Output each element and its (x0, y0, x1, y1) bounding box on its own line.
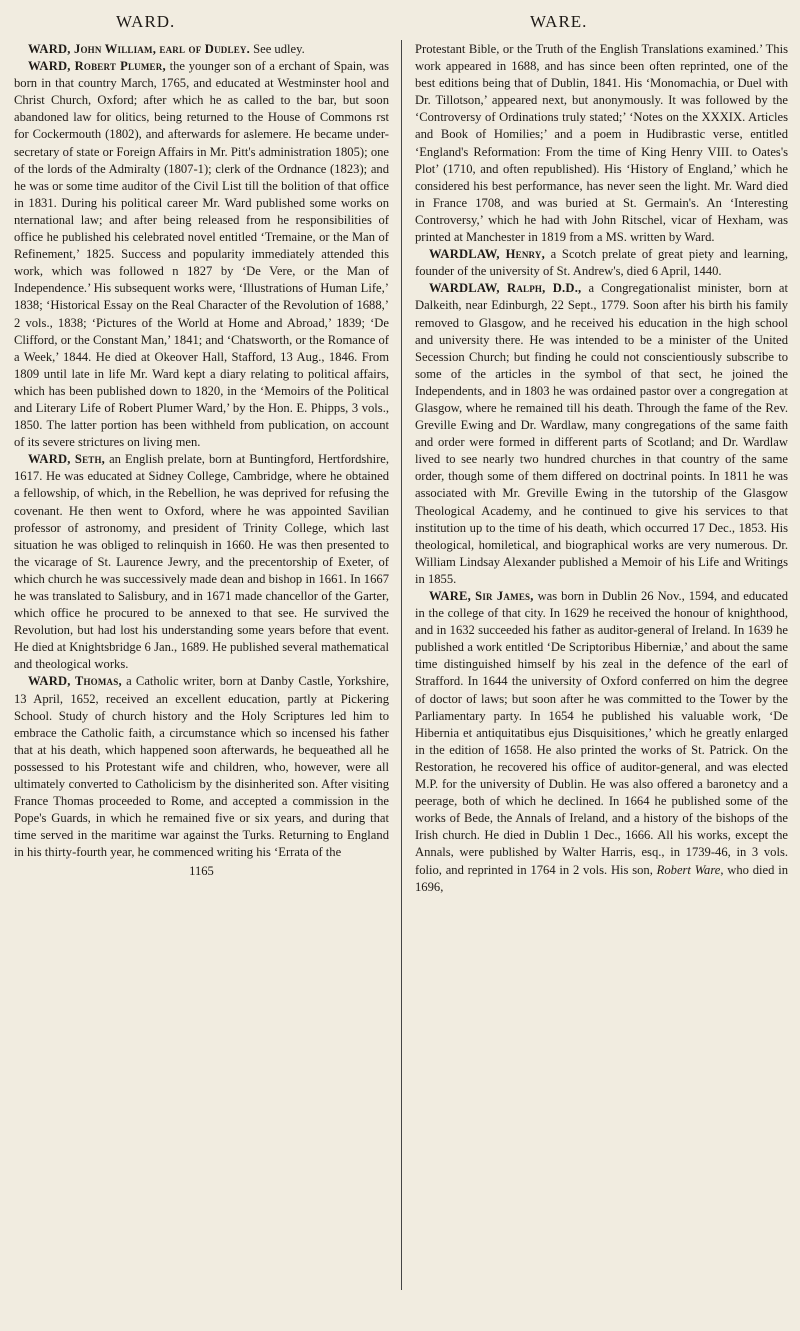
entry-wardlaw-henry (415, 246, 788, 280)
running-head-right: WARE. (530, 12, 588, 31)
headword: WARDLAW, Henry, (429, 247, 545, 262)
page-number: 1165 (189, 863, 214, 878)
headword: WARE, Sir James, (429, 589, 534, 603)
right-column (415, 41, 788, 896)
entry-text: was born in Dublin 26 Nov., 1594, and educated in the college of that city. In 1629 he received the honour of knighthood, and in 1632 succeeded his father as auditor-general of Ireland. In 1639 he published a work entitled ‘De Scriptoribus Hiberniæ,’ and about the same time distinguished himself by his zeal in the defence of the earl of Strafford. In 1644 the university of Oxford conferred on him the degree of doctor of laws; but soon after he was committed to the Tower by the Parliamentary party. In 1654 he published his valuable work, ‘De Hibernia et antiquitatibus ejus Disquisitiones,’ which he greatly enlarged in the edition of 1658. He also printed the works of St. Patrick. On the Restoration, he recovered his office of auditor-general, and was elected M.P. for the university of Dublin. He was also offered a baronetcy and a peerage, both of which he declined. In 1664 he published some of the works of Bede, the Annals of Ireland, and a history of the bishops of the Irish church. He died in Dublin 1 Dec., 1666. All his works, except the Annals, were published by Walter Harris, esq., in 1739-46, in 3 vols. folio, and reprinted in 1764 in 2 vols. His son, (415, 589, 788, 877)
entry-ward-robert-plumer (14, 58, 389, 451)
entry-text: See udley. (249, 42, 305, 56)
italic-name: Robert Ware (656, 862, 721, 877)
headword: WARD, Thomas, (28, 674, 122, 689)
entry-text: an English prelate, born at Buntingford, Hertfordshire, 1617. He was educated at Sidney College, Cambridge, where he obtained a fellowship, of which, in the Rebellion, he was deprived for refusing the covenant. He then went to Oxford, where he was appointed Savilian professor of astronomy, and president of Trinity College, which last situation he was obliged to relinquish in 1660. He was then presented to the vicarage of St. Laurence Jewry, and the precentorship of Exeter, of which church he was successively made dean and bishop in 1661. In 1667 he was translated to Salisbury, and in 1671 made chancellor of the Garter, which office he procured to be annexed to that see. He survived the Revolution, but had lost his understanding some years before that event. He died at Knightsbridge 6 Jan., 1689. He published several mathematical and theological works. (14, 452, 389, 672)
entry-ware-james (415, 588, 788, 896)
headword: WARD, John William, earl of Dudley. (28, 42, 250, 56)
entry-wardlaw-ralph (415, 280, 788, 588)
left-column (14, 41, 389, 880)
headword: WARD, Seth, (28, 452, 106, 467)
entry-text: a Catholic writer, born at Danby Castle, Yorkshire, 13 April, 1652, received an excellent education, partly at Pickering School. Study of church history and the Holy Scriptures led him to embrace the Catholic faith, a circumstance which so incensed his father that at his death, which happened soon afterwards, he bequeathed all he possessed to his Protestant wife and children, who, however, were all ultimately converted to Catholicism by the disinherited son. After visiting France Thomas proceeded to Rome, and accepted a commission in the Pope's Guards, in which he remained five or six years, and during that time served in the maritime war against the Turks. Returning to England in his thirty-fourth year, he commenced writing his ‘Errata of the (14, 674, 389, 860)
entry-text: a Scotch prelate of great piety and learning, founder of the university of St. Andrew's, died 6 April, 1440. (415, 247, 788, 279)
entry-text: the younger son of a erchant of Spain, was born in that country March, 1765, and educated at Westminster hool and Christ Church, Oxford; after which he as called to the bar, but soon abandoned law for olitics, being returned to the House of Commons rst for Cockermouth (1802), and afterwards for aslemere. He became under-secretary of state or Foreign Affairs in Mr. Pitt's administration 1805); one of the lords of the Admiralty (1807-1); clerk of the Ordnance (1823); and he was or some time auditor of the Civil List till the bolition of that office in 1831. During his political career Mr. Ward published some works on nternational law; and after being released from he responsibilities of office he published his celebrated novel entitled ‘Tremaine, or the Man of Refinement,’ 1825. Success and popularity immediately attended this work, which was followed n 1827 by ‘De Vere, or the Man of Independence.’ His subsequent works were, ‘Illustrations of Human Life,’ 1838; ‘Historical Essay on the Real Character of the Revolution of 1688,’ 2 vols., 1838; ‘Pictures of the World at Home and Abroad,’ 1839; ‘De Clifford, or the Constant Man,’ 1841; and ‘Chatsworth, or the Romance of a Week,’ 1844. He died at Okeover Hall, Stafford, 13 Aug., 1846. From 1809 until late in life Mr. Ward kept a diary relating to political affairs, which has been published down to 1820, in the ‘Memoirs of the Political and Literary Life of Robert Plumer Ward,’ by the Hon. E. Phipps, 3 vols., 1850. The latter portion has been withheld from publication, on account of its severe strictures on living men. (14, 59, 389, 450)
headword: WARD, Robert Plumer, (28, 59, 166, 74)
entry-ward-seth (14, 451, 389, 673)
entry-ward-thomas-continued (415, 41, 788, 246)
entry-text-end: , who died in 1696, (415, 862, 788, 894)
entry-ward-john-william (14, 41, 389, 58)
entry-text: a Congregationalist minister, born at Dalkeith, near Edinburgh, 22 Sept., 1779. Soon after his birth his family removed to Glasgow, and he received his education in the high school and university there. He was intended to be a minister of the United Secession Church; but finding he could not conscientiously subscribe to some of the articles in the symbol of that sect, he joined the Independents, and in 1803 he was ordained pastor over a congregation at Glasgow, where he remained till his death. Through the fame of the Rev. Greville Ewing and Dr. Wardlaw, many congregations of the same faith and order were formed in different parts of Scotland; and Dr. Wardlaw lived to see nearly two hundred churches in that country of the same order, though some of them differed on doctrinal points. In 1811 he was associated with Mr. Greville Ewing in the tutorship of the Glasgow Theological Academy, and he continued to give his services to that institution up to the time of his death, which occurred 17 Dec., 1853. His theological, homiletical, and biographical works are very numerous. Dr. William Lindsay Alexander published a Memoir of his Life and Writings in 1855. (415, 281, 789, 586)
running-head-left: WARD. (116, 12, 176, 31)
column-divider (401, 40, 402, 1290)
entry-text: Protestant Bible, or the Truth of the English Translations examined.’ This work appeared in 1688, and has since been often reprinted, one of the best editions being that of Dublin, 1841. His ‘Monomachia, or Duel with Dr. Tillotson,’ appeared next, but anonymously. It was followed by the ‘Controversy of Ordinations truly stated;’ ‘Notes on the XXXIX. Articles and Book of Homilies;’ and a poem in Hudibrastic verse, entitled ‘England's Reformation: From the time of King Henry VIII. to Oates's Plot’ (1710, and often republished). His ‘History of England,’ which he considered his best performance, has never seen the light. Mr. Ward died in France 1708, and was buried at St. Germain's. An ‘Interesting Controversy,’ which he had with John Ritschel, vicar of Hexham, was printed at Manchester in 1819 from a MS. written by Ward. (415, 42, 788, 245)
headword: WARDLAW, Ralph, D.D., (429, 281, 582, 296)
entry-ward-thomas (14, 673, 389, 861)
running-header (0, 6, 800, 40)
